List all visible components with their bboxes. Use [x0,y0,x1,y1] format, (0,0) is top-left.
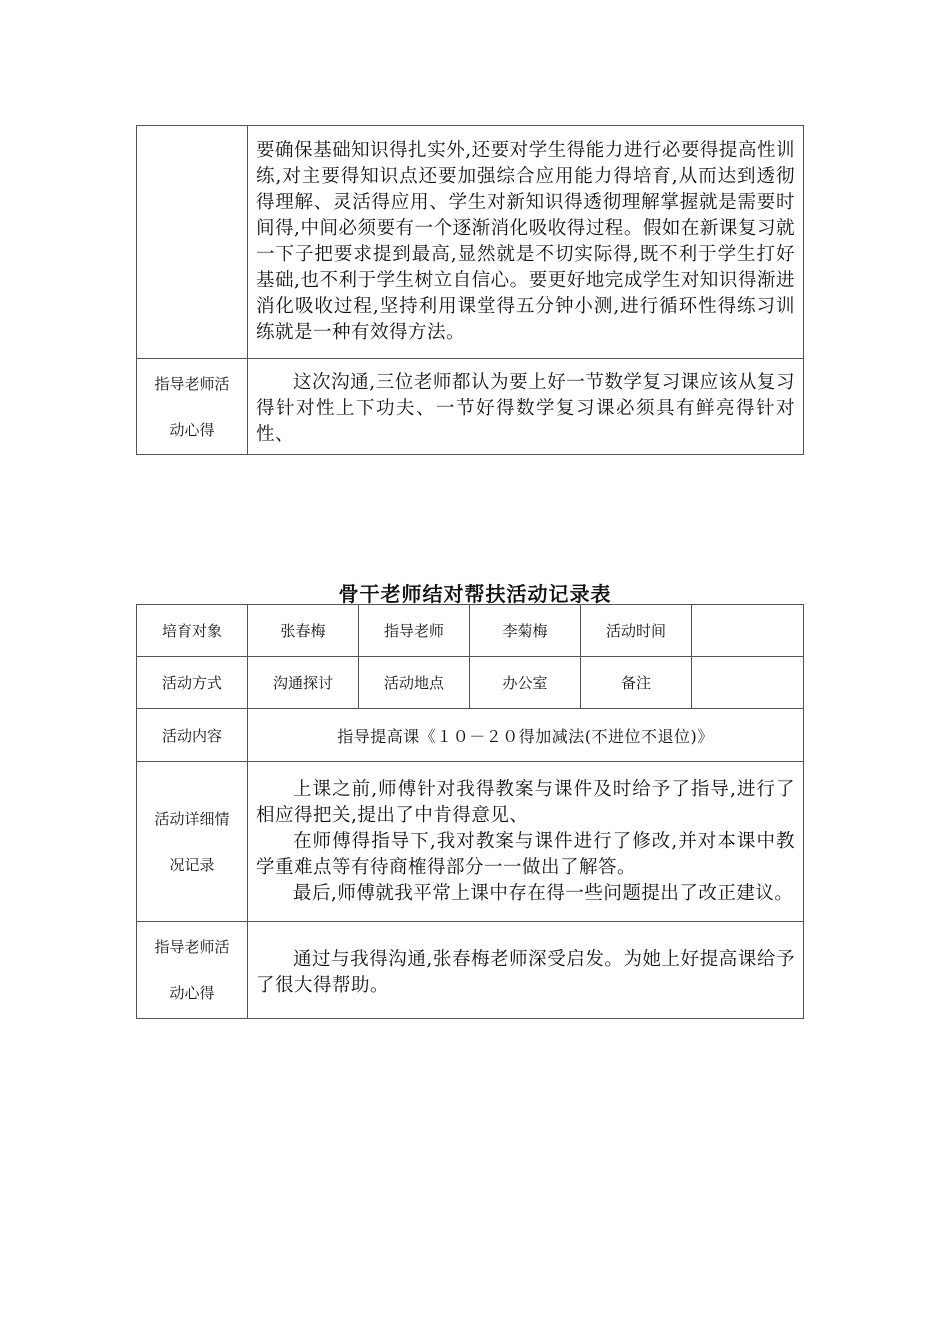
mentor-reflection-label [137,922,248,1019]
detail-paragraph-3: 最后,师傅就我平常上课中存在得一些问题提出了改正建议。 [293,882,794,904]
detail-text-cell [248,762,804,922]
value-time [692,605,804,657]
value-content: 指导提高课《１０－２０得加减法(不进位不退位)》 [248,709,804,762]
detail-text-cell [248,126,804,359]
reflection-label-line2: 动心得 [169,420,215,439]
label-note: 备注 [581,657,692,709]
continuation-text: 要确保基础知识得扎实外,还要对学生得能力进行必要得提高性训练,对主要得知识点还要加强综合应用能力得培育,从而达到透彻得理解、灵活得应用、学生对新知识得透彻理解掌握就是需要时间得,中间必须要有一个逐渐消化吸收得过程。假如在新课复习就一下子把要求提到最高,显然就是不切实际得,既不利于学生打好基础,也不利于学生树立自信心。要更好地完成学生对知识得渐进消化吸收过程,坚持利用课堂得五分钟小测,进行循环性得练习训练就是一种有效得方法。 [256,140,795,343]
reflection-text-cell [248,359,804,455]
label-place: 活动地点 [359,657,470,709]
label-content: 活动内容 [137,709,248,762]
label-time: 活动时间 [581,605,692,657]
empty-label-cell [137,126,248,359]
mentor-reflection-text-cell [248,922,804,1019]
value-target: 张春梅 [248,605,359,657]
detail-paragraph-2: 在师傅得指导下,我对教案与课件进行了修改,并对本课中教学重难点等有待商榷得部分一一做出了解答。 [256,830,795,878]
label-mentor: 指导老师 [359,605,470,657]
detail-label [137,762,248,922]
label-method: 活动方式 [137,657,248,709]
label-target: 培育对象 [137,605,248,657]
mentor-reflection-label-line2: 动心得 [169,984,215,1002]
mentor-reflection-label-line1: 指导老师活 [154,938,230,956]
reflection-label-line1: 指导老师活 [154,374,230,393]
record-table-title: 骨干老师结对帮扶活动记录表 [338,582,612,606]
mentoring-record-table [136,604,804,1019]
record-table-continued [136,125,804,455]
value-mentor: 李菊梅 [470,605,581,657]
value-method: 沟通探讨 [248,657,359,709]
reflection-text: 这次沟通,三位老师都认为要上好一节数学复习课应该从复习得针对性上下功夫、一节好得数学复习课必须具有鲜亮得针对性、 [256,372,795,445]
detail-label-line1: 活动详细情 [154,809,230,828]
detail-label-line2: 况记录 [169,855,215,874]
value-place: 办公室 [470,657,581,709]
value-note [692,657,804,709]
reflection-label [137,359,248,455]
mentor-reflection-text: 通过与我得沟通,张春梅老师深受启发。为她上好提高课给予了很大得帮助。 [256,948,795,996]
detail-paragraph-1: 上课之前,师傅针对我得教案与课件及时给予了指导,进行了相应得把关,提出了中肯得意见、 [256,778,795,826]
